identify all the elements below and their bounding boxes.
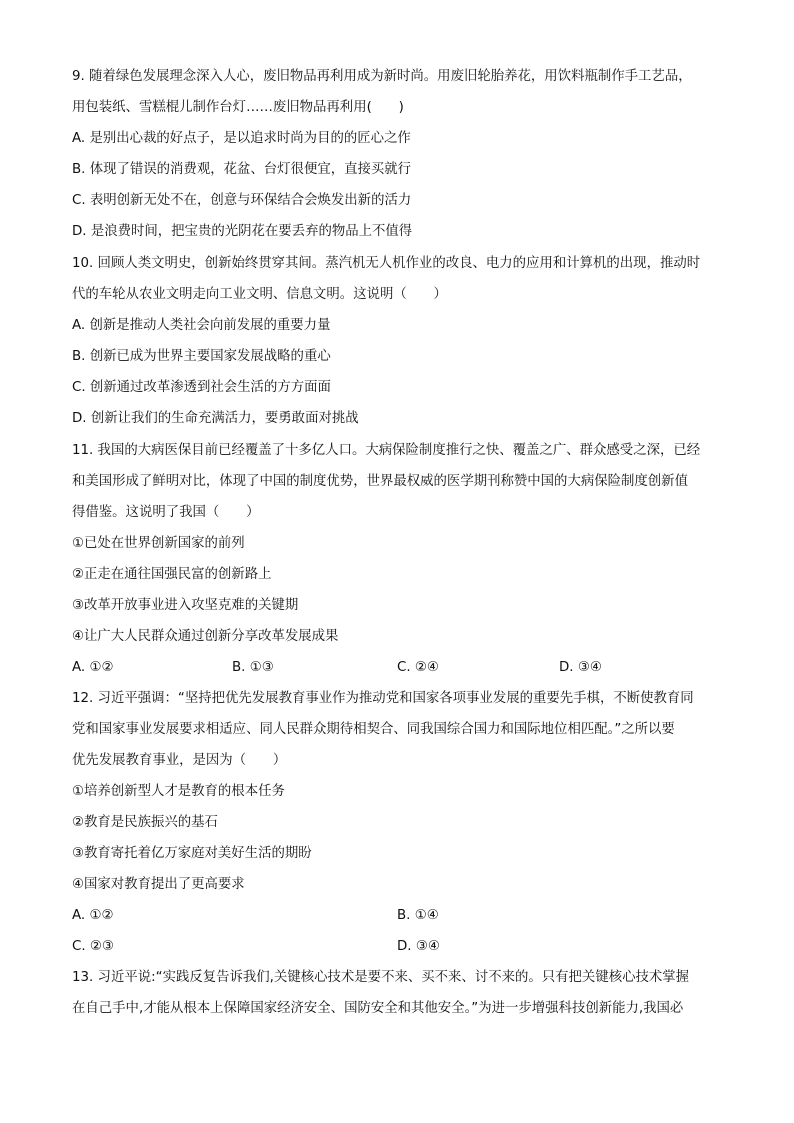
q10-stem-line-1: 10. 回顾人类文明史，创新始终贯穿其间。蒸汽机无人机作业的改良、电力的应用和计算机的出现，推动时 xyxy=(72,256,701,271)
q12-stem-line-3: 优先发展教育事业，是因为（ ） xyxy=(72,753,287,768)
q10-option-c: C. 创新通过改革渗透到社会生活的方方面面 xyxy=(72,380,331,395)
q10-stem-line-2: 代的车轮从农业文明走向工业文明、信息文明。这说明（ ） xyxy=(72,287,447,302)
q12-option-c: C. ②③ xyxy=(72,939,114,954)
q11-stem-line-1: 11. 我国的大病医保目前已经覆盖了十多亿人口。大病保险制度推行之快、覆盖之广、群众感受之深，已经 xyxy=(72,443,701,458)
q9-option-d: D. 是浪费时间，把宝贵的光阴花在要丢弃的物品上不值得 xyxy=(72,224,413,239)
q11-item-2: ②正走在通往国强民富的创新路上 xyxy=(72,567,272,582)
q11-item-3: ③改革开放事业进入攻坚克难的关键期 xyxy=(72,598,299,613)
q11-option-b: B. ①③ xyxy=(232,660,274,675)
q11-item-1: ①已处在世界创新国家的前列 xyxy=(72,536,245,551)
q9-option-c: C. 表明创新无处不在，创意与环保结合会焕发出新的活力 xyxy=(72,193,412,208)
q12-item-1: ①培养创新型人才是教育的根本任务 xyxy=(72,784,285,799)
q11-option-a: A. ①② xyxy=(72,660,114,675)
q9-stem-line-2: 用包装纸、雪糕棍儿制作台灯……废旧物品再利用( ) xyxy=(72,100,404,115)
q13-stem-line-2: 在自己手中,才能从根本上保障国家经济安全、国防安全和其他安全。”为进一步增强科技创新能力,我国必 xyxy=(72,1001,684,1016)
q12-item-2: ②教育是民族振兴的基石 xyxy=(72,815,218,830)
q11-option-c: C. ②④ xyxy=(397,660,439,675)
q12-options-row-1 xyxy=(72,906,722,926)
q10-option-d: D. 创新让我们的生命充满活力，要勇敢面对挑战 xyxy=(72,411,359,426)
q9-stem-line-1: 9. 随着绿色发展理念深入人心，废旧物品再利用成为新时尚。用废旧轮胎养花，用饮料瓶制作手工艺品， xyxy=(72,69,692,84)
q12-option-a: A. ①② xyxy=(72,908,114,923)
q12-item-3: ③教育寄托着亿万家庭对美好生活的期盼 xyxy=(72,846,312,861)
q10-option-a: A. 创新是推动人类社会向前发展的重要力量 xyxy=(72,318,331,333)
q11-stem-line-3: 得借鉴。这说明了我国（ ） xyxy=(72,505,260,520)
q13-stem-line-1: 13. 习近平说:“实践反复告诉我们,关键核心技术是要不来、买不来、讨不来的。只有把关键核心技术掌握 xyxy=(72,970,690,985)
q11-item-4: ④让广大人民群众通过创新分享改革发展成果 xyxy=(72,629,339,644)
q12-stem-line-1: 12. 习近平强调：“坚持把优先发展教育事业作为推动党和国家各项事业发展的重要先手棋，不断使教育同 xyxy=(72,691,694,706)
q11-option-d: D. ③④ xyxy=(559,660,602,675)
q10-option-b: B. 创新已成为世界主要国家发展战略的重心 xyxy=(72,349,331,364)
q9-option-a: A. 是别出心裁的好点子，是以追求时尚为目的的匠心之作 xyxy=(72,131,411,146)
q11-options-row xyxy=(72,658,722,678)
q12-option-b: B. ①④ xyxy=(397,908,439,923)
q12-option-d: D. ③④ xyxy=(397,939,440,954)
q11-stem-line-2: 和美国形成了鲜明对比，体现了中国的制度优势，世界最权威的医学期刊称赞中国的大病保险制度创新值 xyxy=(72,474,688,489)
q12-stem-line-2: 党和国家事业发展要求相适应、同人民群众期待相契合、同我国综合国力和国际地位相匹配。”之所以要 xyxy=(72,722,675,737)
q9-option-b: B. 体现了错误的消费观，花盆、台灯很便宜，直接买就行 xyxy=(72,162,412,177)
q12-options-row-2 xyxy=(72,937,722,957)
q12-item-4: ④国家对教育提出了更高要求 xyxy=(72,877,245,892)
